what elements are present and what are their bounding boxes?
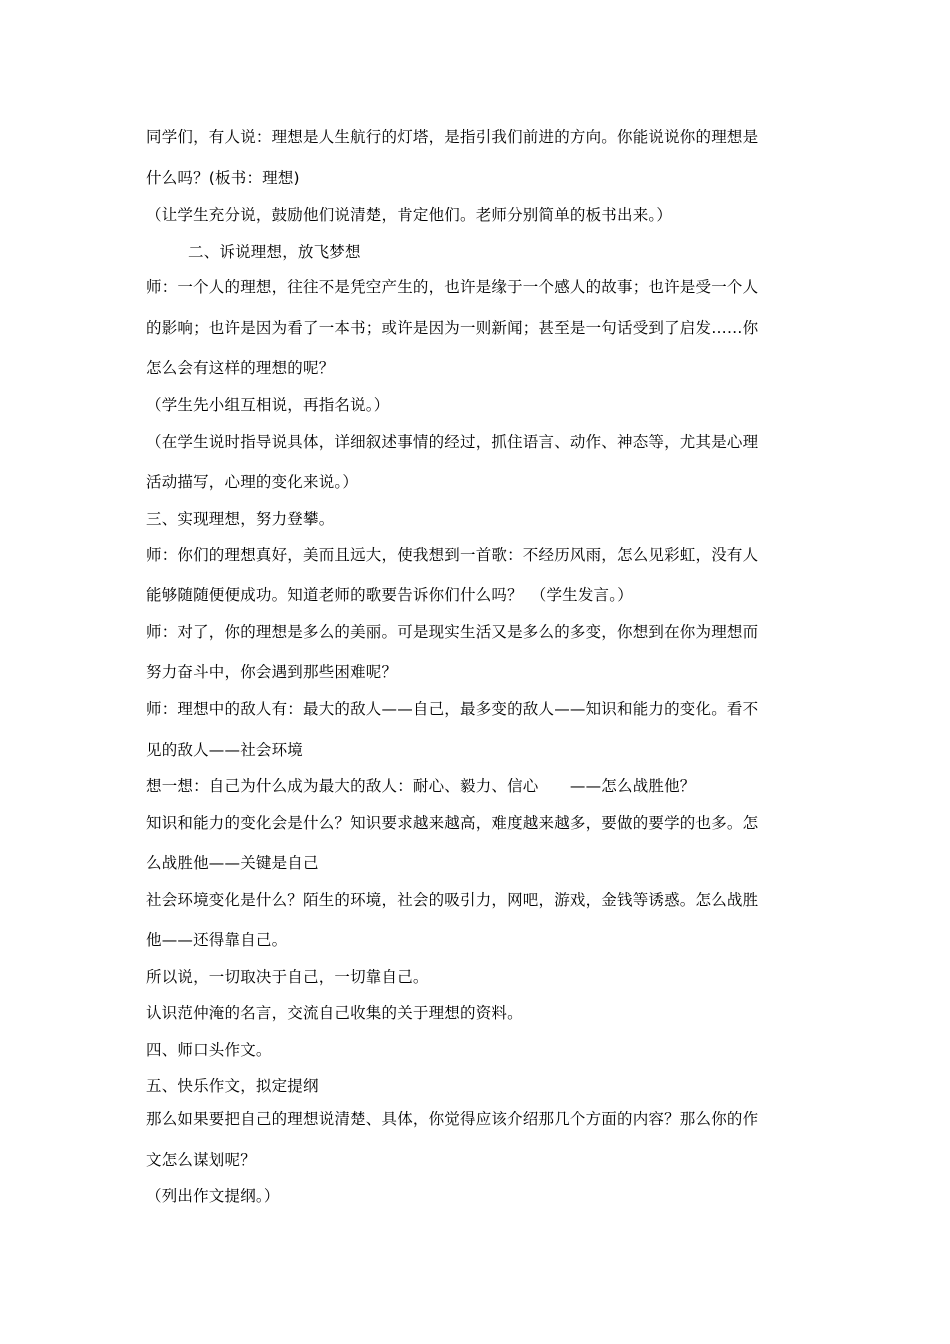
paragraph-line: 能够随随便便成功。知道老师的歌要告诉你们什么吗？ （学生发言。）: [146, 586, 633, 604]
paragraph-line: 他——还得靠自己。: [146, 931, 288, 949]
paragraph-line: 所以说，一切取决于自己，一切靠自己。: [146, 968, 429, 986]
section-heading: 三、实现理想，努力登攀。: [146, 510, 335, 528]
paragraph-line: 想一想：自己为什么成为最大的敌人：耐心、毅力、信心 ——怎么战胜他？: [146, 777, 696, 795]
paragraph-line: （在学生说时指导说具体，详细叙述事情的经过，抓住语言、动作、神态等，尤其是心理: [146, 433, 759, 451]
paragraph-line: 师：对了，你的理想是多么的美丽。可是现实生活又是多么的多变，你想到在你为理想而: [146, 623, 759, 641]
paragraph-line: 么战胜他——关键是自己: [146, 854, 319, 872]
paragraph-line: 师：一个人的理想，往往不是凭空产生的，也许是缘于一个感人的故事；也许是受一个人: [146, 278, 759, 296]
paragraph-line: 见的敌人——社会环境: [146, 741, 304, 759]
paragraph-line: 师：你们的理想真好，美而且远大，使我想到一首歌：不经历风雨，怎么见彩虹，没有人: [146, 546, 759, 564]
paragraph-line: 同学们，有人说：理想是人生航行的灯塔，是指引我们前进的方向。你能说说你的理想是: [146, 128, 759, 146]
paragraph-line: （学生先小组互相说，再指名说。）: [146, 396, 390, 414]
paragraph-line: 的影响；也许是因为看了一本书；或许是因为一则新闻；甚至是一句话受到了启发……你: [146, 319, 759, 337]
section-heading: 五、快乐作文，拟定提纲: [146, 1077, 319, 1095]
paragraph-line: 怎么会有这样的理想的呢？: [146, 359, 335, 377]
paragraph-line: （列出作文提纲。）: [146, 1187, 280, 1205]
paragraph-line: 文怎么谋划呢？: [146, 1151, 256, 1169]
paragraph-line: 努力奋斗中，你会遇到那些困难呢？: [146, 663, 398, 681]
paragraph-line: 认识范仲淹的名言，交流自己收集的关于理想的资料。: [146, 1004, 523, 1022]
section-heading: 二、诉说理想，放飞梦想: [188, 243, 361, 261]
paragraph-line: 什么吗？(板书：理想): [146, 169, 300, 187]
paragraph-line: 社会环境变化是什么？陌生的环境，社会的吸引力，网吧，游戏，金钱等诱惑。怎么战胜: [146, 891, 759, 909]
section-heading: 四、师口头作文。: [146, 1041, 272, 1059]
paragraph-line: 师：理想中的敌人有：最大的敌人——自己，最多变的敌人——知识和能力的变化。看不: [146, 700, 759, 718]
paragraph-line: 知识和能力的变化会是什么？知识要求越来越高，难度越来越多，要做的要学的也多。怎: [146, 814, 759, 832]
paragraph-line: （让学生充分说，鼓励他们说清楚，肯定他们。老师分别简单的板书出来。）: [146, 206, 673, 224]
paragraph-line: 活动描写，心理的变化来说。）: [146, 473, 359, 491]
paragraph-line: 那么如果要把自己的理想说清楚、具体，你觉得应该介绍那几个方面的内容？那么你的作: [146, 1110, 759, 1128]
